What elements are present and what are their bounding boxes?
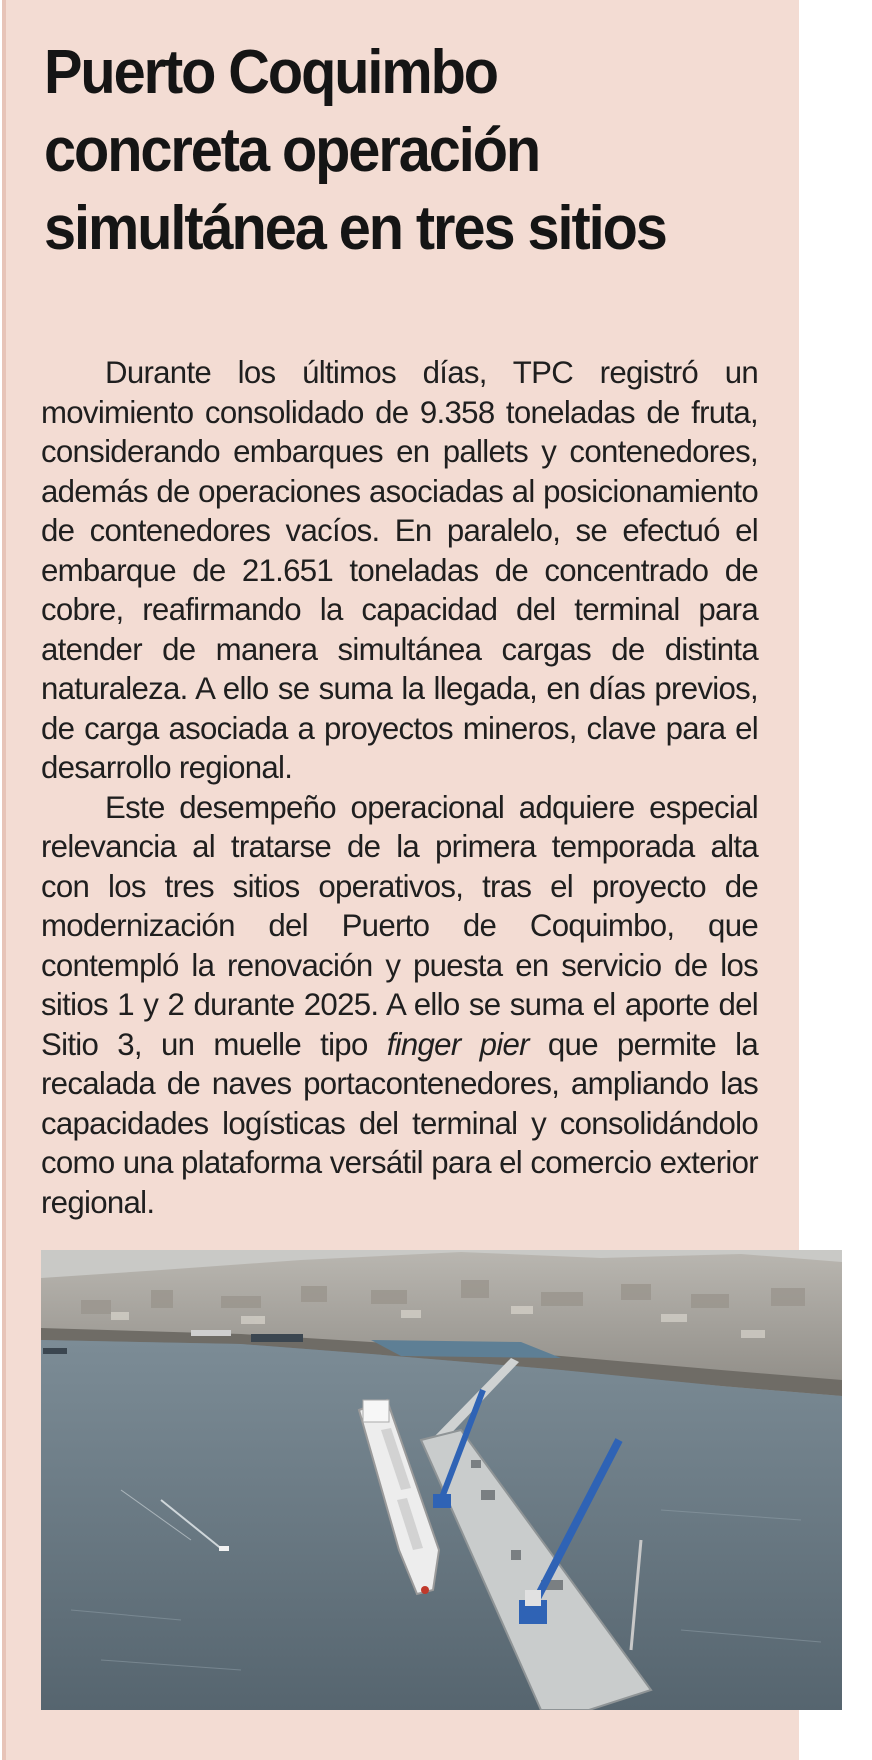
article-body <box>41 353 758 1222</box>
headline-line-1: Puerto Coquimbo <box>44 38 497 107</box>
panel-edge <box>2 0 6 1760</box>
port-aerial-illustration <box>41 1250 842 1710</box>
port-aerial-photo <box>41 1250 842 1710</box>
distant-ship <box>251 1334 303 1342</box>
article-headline <box>44 34 732 268</box>
paragraph-2 <box>41 788 758 1223</box>
small-boat <box>43 1348 67 1354</box>
paragraph-2-text-a: Este desempeño operacional adquiere especial relevancia al tratarse de la primera temporada alta con los tres sitios operativos, tras el proyecto de modernización del Puerto de Coquimbo, que contempló la renovación y puesta en servicio de los sitios 1 y 2 durante 2025. A ello se suma el aporte del Sitio 3, un muelle tipo <box>41 789 758 1062</box>
distant-ship <box>191 1330 231 1336</box>
bay-water <box>41 1340 842 1710</box>
headline-line-3: simultánea en tres sitios <box>44 194 666 263</box>
headline-line-2: concreta operación <box>44 116 540 185</box>
paragraph-2-italic-term: finger pier <box>386 1026 529 1062</box>
paragraph-2-text-b: que permite la recalada de naves portacontenedores, ampliando las capacidades logísticas del terminal y consolidándolo como una plataforma versátil para el comercio exterior regional. <box>41 1026 758 1220</box>
paragraph-1: Durante los últimos días, TPC registró un movimiento consolidado de 9.358 toneladas de fruta, considerando embarques en pallets y contenedores, además de operaciones asociadas al posicionamiento de contenedores vacíos. En paralelo, se efectuó el embarque de 21.651 toneladas de concentrado de cobre, reafirmando la capacidad del terminal para atender de manera simultánea cargas de distinta naturaleza. A ello se suma la llegada, en días previos, de carga asociada a proyectos mineros, clave para el desarrollo regional. <box>41 355 758 785</box>
